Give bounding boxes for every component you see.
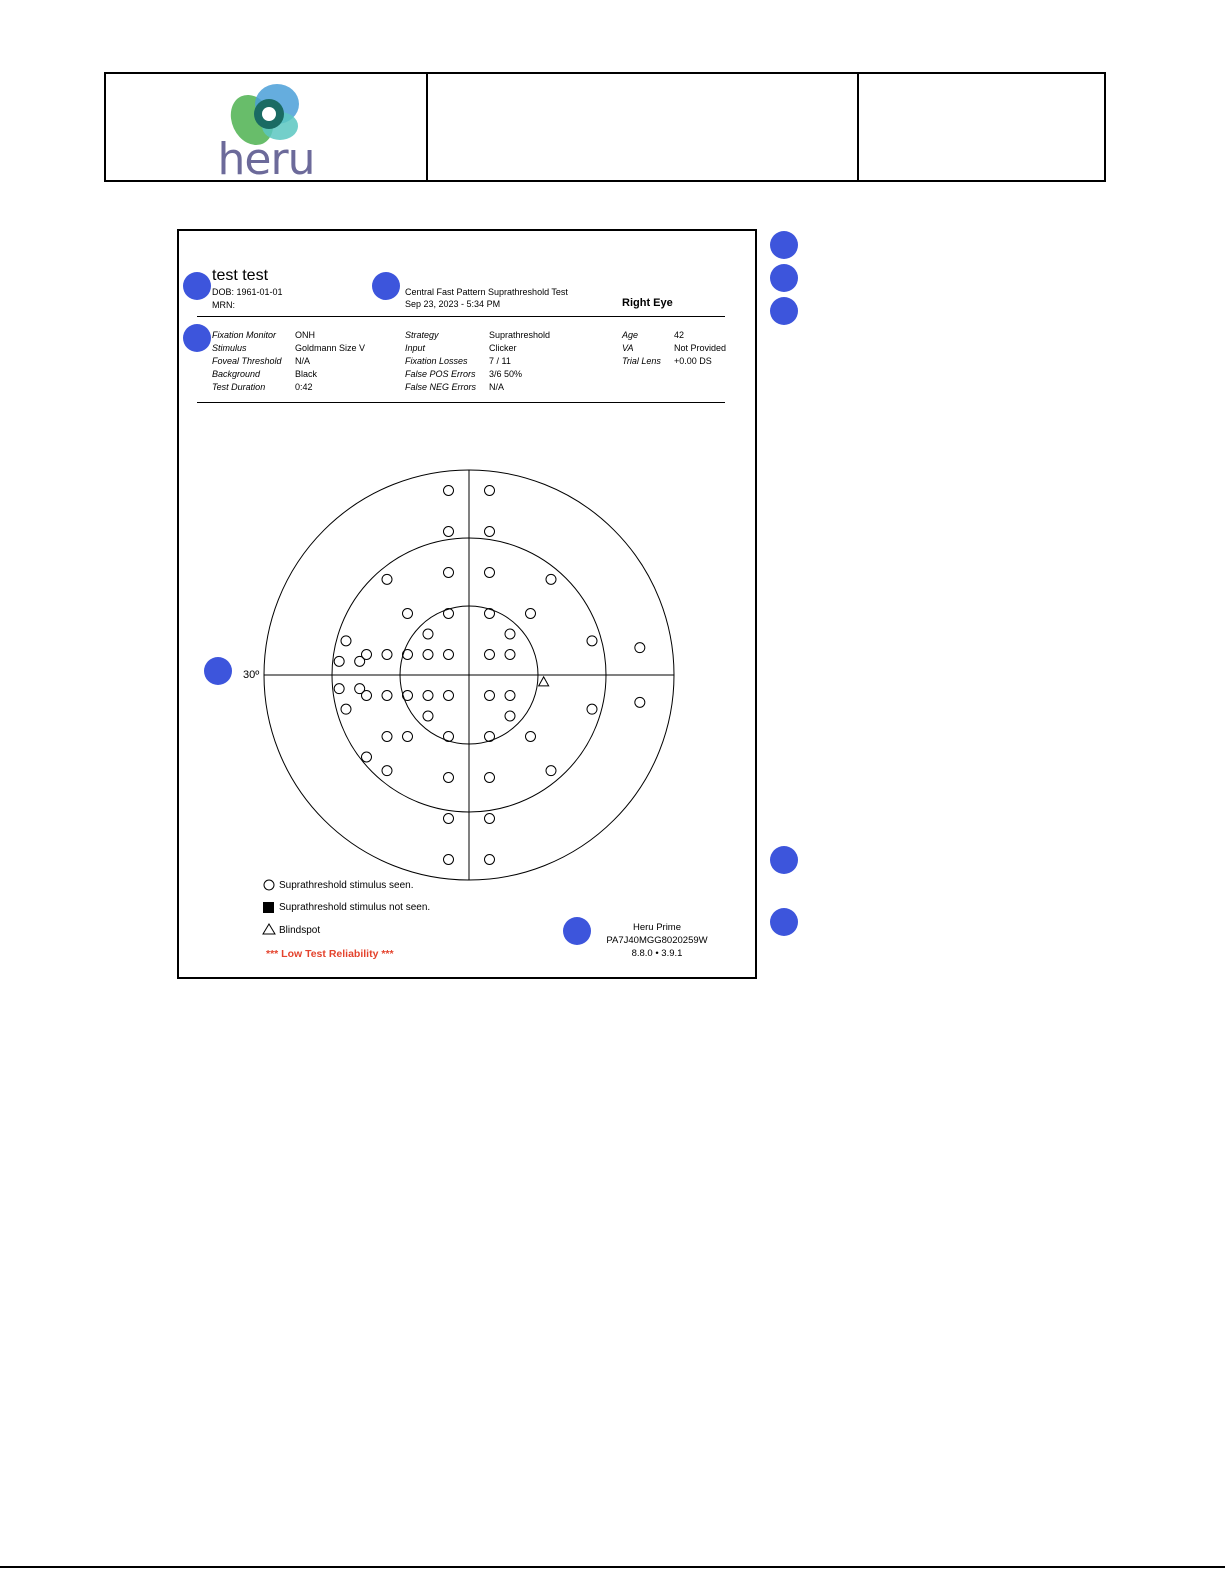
param-label: Trial Lens [622,356,661,366]
visual-field-report [177,229,757,979]
annotation-marker-1 [770,231,798,259]
field-point-seen [444,650,454,660]
param-value: 3/6 50% [489,369,523,379]
param-label: Fixation Losses [405,356,468,366]
field-point-seen [587,704,597,714]
field-point-seen [423,691,433,701]
blindspot-legend-icon [262,923,276,935]
field-point-seen [444,486,454,496]
field-point-seen [546,574,556,584]
device-model: Heru Prime [632,922,682,933]
field-point-seen [485,650,495,660]
field-point-seen [635,697,645,707]
param-label: Foveal Threshold [212,356,282,366]
test-datetime: Sep 23, 2023 - 5:34 PM [405,299,501,309]
field-point-seen [505,711,515,721]
visual-field-plot [177,229,757,979]
param-label: Stimulus [212,343,247,353]
annotation-marker-test [372,272,400,300]
param-label: False NEG Errors [405,382,477,392]
param-label: Fixation Monitor [212,330,277,340]
param-value: Suprathreshold [489,330,551,340]
field-point-seen [403,691,413,701]
param-value: ONH [295,330,315,340]
device-version: 8.8.0 • 3.9.1 [631,948,683,959]
field-point-seen [423,629,433,639]
patient-dob: DOB: 1961-01-01 [212,287,283,297]
device-serial: PA7J40MGG8020259W [606,935,708,946]
field-point-seen [444,773,454,783]
field-point-seen [444,527,454,537]
field-point-blindspot [539,677,549,686]
field-point-seen [382,691,392,701]
param-label: Input [405,343,426,353]
field-point-seen [485,773,495,783]
param-value: +0.00 DS [674,356,712,366]
param-value: N/A [489,382,505,392]
legend-not-seen: Suprathreshold stimulus not seen. [279,902,431,913]
param-value: 0:42 [295,382,313,392]
param-value: Black [295,369,318,379]
reliability-warning: *** Low Test Reliability *** [266,948,394,960]
field-axes [264,470,674,880]
field-point-seen [382,650,392,660]
patient-name: test test [212,267,269,284]
page-footer-rule [0,1566,1225,1568]
param-value: Clicker [489,343,517,353]
legend-blindspot: Blindspot [279,925,321,936]
field-point-seen [382,732,392,742]
field-point-seen [403,609,413,619]
field-point-seen [444,732,454,742]
seen-legend-icon [263,879,275,891]
field-point-seen [382,574,392,584]
field-point-seen [485,609,495,619]
field-point-seen [423,711,433,721]
field-point-seen [341,704,351,714]
field-point-seen [526,732,536,742]
field-point-seen [546,766,556,776]
eye-label: Right Eye [622,297,673,309]
header-middle-cell [428,74,859,180]
annotation-marker-field [204,657,232,685]
patient-mrn: MRN: [212,300,235,310]
param-value: 7 / 11 [489,356,511,366]
field-point-seen [334,684,344,694]
annotation-marker-4 [770,846,798,874]
param-value: 42 [674,330,685,340]
annotation-marker-device [563,917,591,945]
param-value: Goldmann Size V [295,343,366,353]
header-right-cell [859,74,1104,180]
test-name: Central Fast Pattern Suprathreshold Test [405,287,568,297]
field-point-seen [444,568,454,578]
annotation-marker-patient [183,272,211,300]
field-point-seen [485,855,495,865]
legend-seen: Suprathreshold stimulus seen. [279,880,414,891]
field-scale-label: 30º [243,669,260,681]
field-point-seen [635,643,645,653]
field-point-seen [485,527,495,537]
field-point-seen [587,636,597,646]
field-point-seen [355,684,365,694]
annotation-marker-3 [770,297,798,325]
field-point-seen [341,636,351,646]
param-label: Strategy [405,330,439,340]
param-value: Not Provided [674,343,727,353]
field-point-seen [362,752,372,762]
annotation-marker-params [183,324,211,352]
annotation-marker-2 [770,264,798,292]
field-point-seen [382,766,392,776]
logo-cell [106,74,428,185]
field-point-seen [485,814,495,824]
field-point-seen [505,691,515,701]
field-point-seen [423,650,433,660]
header-table [104,72,1106,185]
field-point-seen [485,691,495,701]
field-point-seen [403,650,413,660]
not-seen-legend-icon [263,902,274,913]
field-point-seen [505,650,515,660]
field-point-seen [334,656,344,666]
param-label: Background [212,369,261,379]
param-label: False POS Errors [405,369,476,379]
field-point-seen [526,609,536,619]
field-point-seen [485,486,495,496]
field-point-seen [444,814,454,824]
annotation-marker-5 [770,908,798,936]
field-point-seen [444,855,454,865]
param-label: Test Duration [212,382,266,392]
param-value: N/A [295,356,311,366]
field-point-seen [485,568,495,578]
field-point-seen [485,732,495,742]
param-label: Age [622,330,639,340]
field-point-seen [444,609,454,619]
logo-wordmark: heru [217,134,315,185]
param-label: VA [622,343,634,353]
field-point-seen [403,732,413,742]
field-point-seen [505,629,515,639]
field-point-seen [444,691,454,701]
field-point-seen [355,656,365,666]
